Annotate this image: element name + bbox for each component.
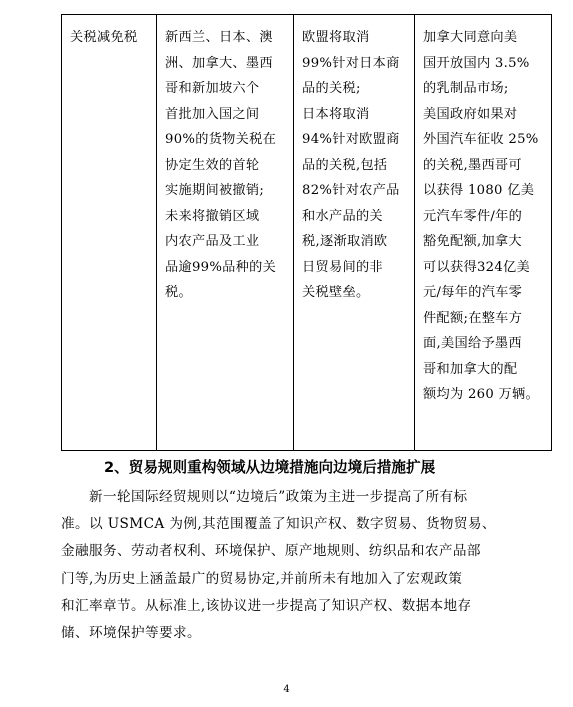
cell-line: 和水产品的关: [302, 208, 383, 224]
cell-line: 件配额;在整车方: [423, 310, 523, 326]
cell-line: 美国政府如果对: [423, 106, 518, 122]
row-label: 关税减免税: [70, 30, 138, 45]
cell-line: 日贸易间的非: [302, 259, 383, 275]
paragraph-line: 和汇率章节。从标准上,该协议进一步提高了知识产权、数据本地存: [61, 597, 472, 614]
cell-line: 可以获得324亿美: [423, 259, 530, 275]
body-paragraph: [61, 484, 531, 647]
table-row: [62, 15, 552, 451]
cell-line: 额均为 260 万辆。: [423, 387, 539, 402]
cell-line: 90%的货物关税在: [165, 132, 277, 147]
cell-line: 首批加入国之间: [165, 106, 260, 122]
cell-line: 面,美国给予墨西: [423, 336, 522, 351]
section-heading: 2、贸易规则重构领域从边境措施向边境后措施扩展: [104, 459, 436, 476]
cell-line: 的关税,墨西哥可: [423, 157, 522, 173]
cell-line: 82%针对农产品: [302, 183, 400, 198]
cell-line: 日本将取消: [302, 106, 370, 122]
paragraph-line: 门等,为历史上涵盖最广的贸易协定,并前所未有地加入了宏观政策: [61, 570, 463, 587]
cell-line: 99%针对日本商: [302, 55, 400, 71]
cell-line: 实施期间被撤销;: [165, 183, 265, 198]
cell-line: 品的关税;: [302, 81, 361, 96]
cell-line: 品逾99%品种的关: [165, 259, 277, 275]
cell-line: 洲、加拿大、墨西: [165, 55, 273, 71]
cell-line: 加拿大同意向美: [423, 30, 518, 45]
comparison-table-container: [61, 14, 539, 451]
cell-line: 哥和新加坡六个: [165, 81, 260, 96]
table-cell-usmca: [415, 15, 552, 451]
cell-line: 哥和加拿大的配: [423, 361, 518, 377]
table-cell-cptpp: [157, 15, 294, 451]
page-number: 4: [283, 684, 290, 695]
paragraph-line: 金融服务、劳动者权利、环境保护、原产地规则、纺织品和农产品部: [61, 543, 481, 560]
cell-line: 的乳制品市场;: [423, 81, 509, 96]
cell-line: 94%针对欧盟商: [302, 132, 400, 147]
tariff-comparison-table: [61, 14, 552, 451]
cell-line: 外国汽车征收 25%: [423, 132, 539, 147]
table-cell-eu-japan: [294, 15, 415, 451]
cell-line: 豁免配额,加拿大: [423, 234, 522, 249]
cell-line: 税。: [165, 285, 192, 300]
cell-line: 协定生效的首轮: [165, 157, 260, 173]
cell-line: 以获得 1080 亿美: [423, 183, 535, 198]
cell-line: 国开放国内 3.5%: [423, 55, 530, 71]
cell-line: 欧盟将取消: [302, 30, 370, 45]
cell-line: 未来将撤销区域: [165, 208, 260, 224]
cell-line: 新西兰、日本、澳: [165, 30, 273, 45]
cell-line: 内农产品及工业: [165, 234, 260, 249]
paragraph-line: 新一轮国际经贸规则以“边境后”政策为主进一步提高了所有标: [89, 489, 468, 505]
paragraph-line: 储、环境保护等要求。: [61, 624, 201, 641]
cell-line: 元汽车零件/年的: [423, 208, 523, 224]
paragraph-line: 准。以 USMCA 为例,其范围覆盖了知识产权、数字贸易、货物贸易、: [61, 516, 496, 533]
cell-line: 税,逐渐取消欧: [302, 234, 388, 249]
cell-line: 元/每年的汽车零: [423, 285, 523, 300]
cell-line: 关税壁垒。: [302, 285, 370, 300]
table-cell-category: [62, 15, 157, 451]
cell-line: 品的关税,包括: [302, 157, 388, 173]
